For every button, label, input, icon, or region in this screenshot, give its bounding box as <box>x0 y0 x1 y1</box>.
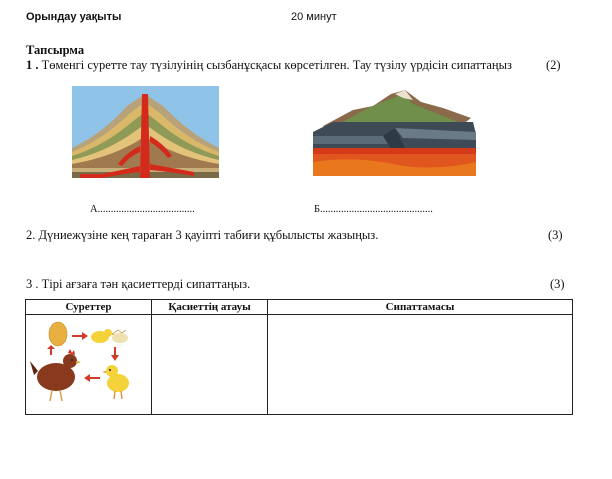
question-1-number: 1 . <box>26 58 39 72</box>
question-1 <box>26 58 586 73</box>
property-name-cell[interactable] <box>152 315 268 415</box>
answer-line-b: Б........................................... <box>314 204 433 215</box>
arrow-down-icon <box>111 347 119 361</box>
time-label: Орындау уақыты <box>26 11 122 23</box>
picture-cell <box>26 315 152 415</box>
header-description: Сипаттамасы <box>268 300 573 315</box>
chicken-life-cycle-image <box>28 321 148 403</box>
question-3-text: 3 . Тірі ағзаға тән қасиеттерді сипаттаңыз. <box>26 277 251 291</box>
description-cell[interactable] <box>268 315 573 415</box>
egg-icon <box>49 322 67 346</box>
hatching-chicks-icon <box>91 329 128 343</box>
header-property-name: Қасиеттің атауы <box>152 300 268 315</box>
hen-icon <box>30 349 81 401</box>
arrow-right-icon <box>72 332 88 340</box>
plate-collision-image <box>313 88 476 176</box>
question-2-points: (3) <box>548 228 563 242</box>
header-pictures: Суреттер <box>26 300 152 315</box>
properties-table <box>25 299 573 415</box>
crust-layers <box>313 122 476 152</box>
question-2-text: 2. Дүниежүзіне кең тараған 3 қауіпті табиғи құбылысты жазыңыз. <box>26 228 379 242</box>
table-header-row <box>26 300 573 315</box>
arrow-left-icon <box>84 374 100 382</box>
table-row <box>26 315 573 415</box>
question-1-points: (2) <box>546 58 561 72</box>
duration-label: 20 минут <box>291 11 337 23</box>
mantle-layer <box>313 148 476 176</box>
task-title: Тапсырма <box>26 43 85 57</box>
answer-line-a: А..................................... <box>90 204 195 215</box>
arrow-up-icon <box>47 345 55 355</box>
volcano-cross-section-image <box>72 86 219 178</box>
question-3-points: (3) <box>550 277 565 291</box>
question-1-text: Төменгі суретте тау түзілуінің сызбанұсқасы көрсетілген. Тау түзілу үрдісін сипаттаңыз <box>41 58 512 72</box>
chick-icon <box>102 365 129 399</box>
